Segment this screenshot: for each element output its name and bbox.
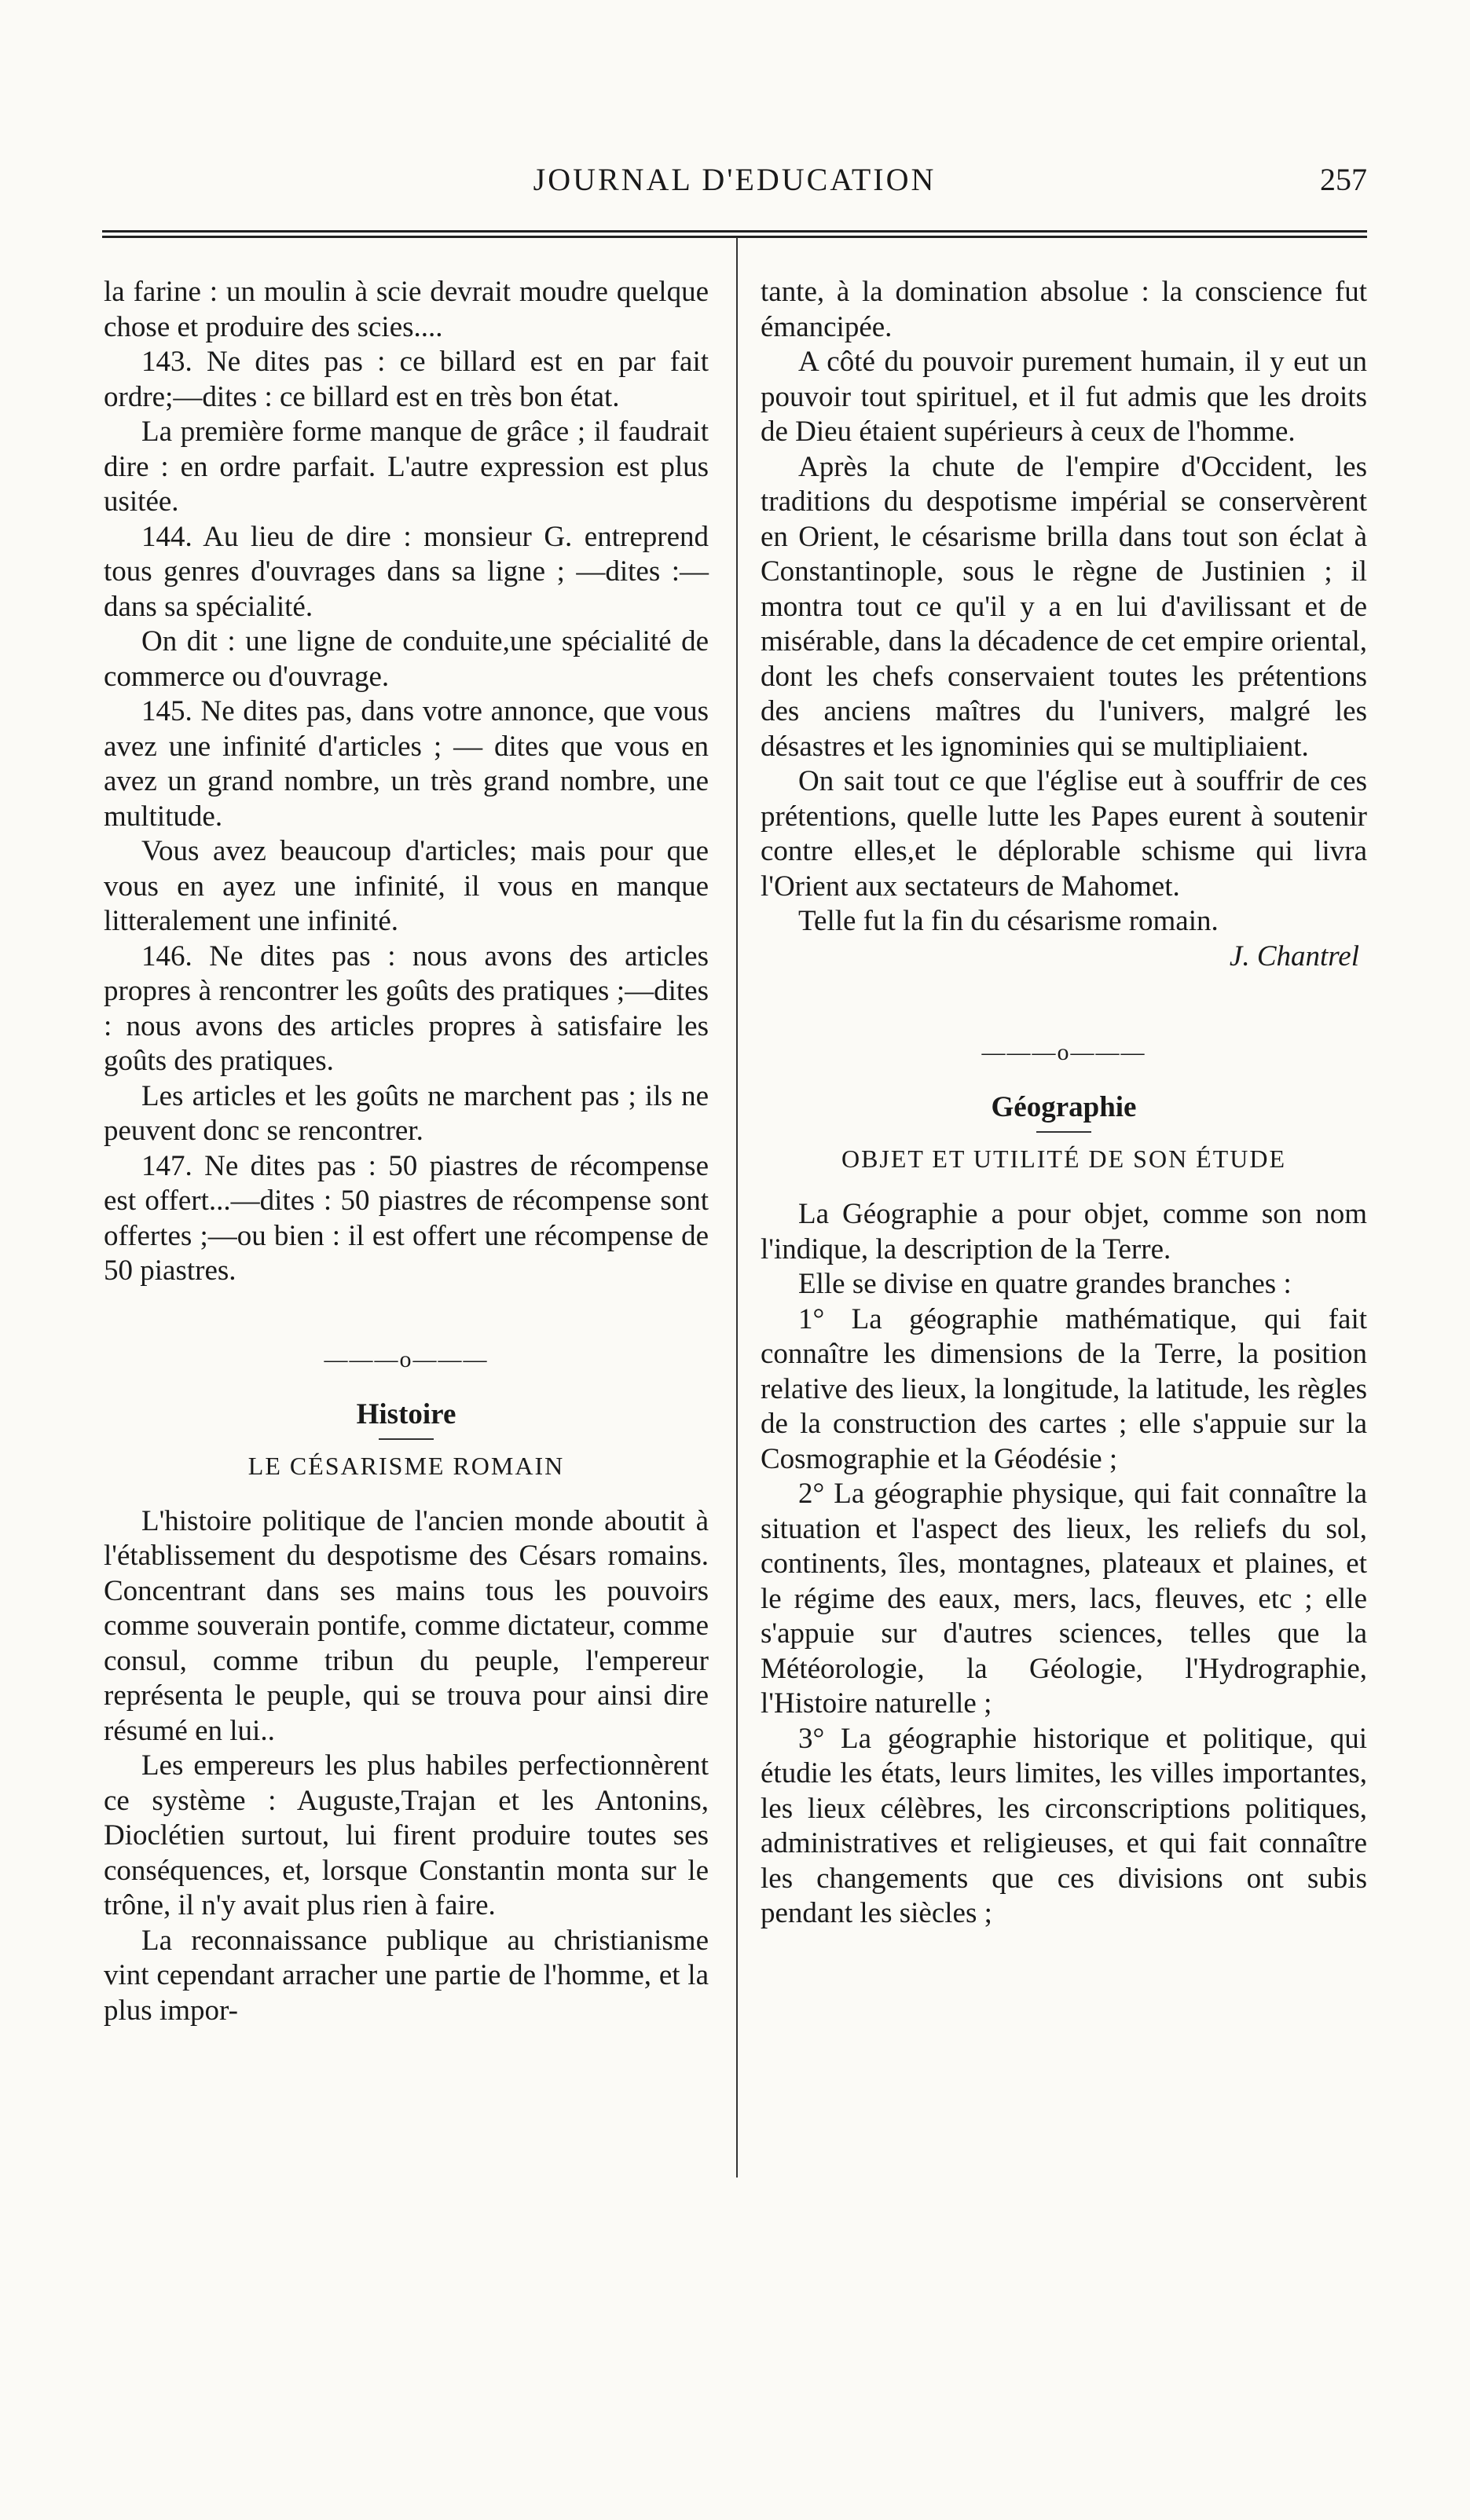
paragraph: 147. Ne dites pas : 50 piastres de récompense est offert...—dites : 50 piastres de récompense sont offertes ;—ou bien : il est offert une récompense de 50 piastres. [104, 1149, 709, 1287]
paragraph: 146. Ne dites pas : nous avons des articles propres à rencontrer les goûts des pratiques ;—dites : nous avons des articles propres à satisfaire les goûts des pratiques. [104, 940, 709, 1077]
paragraph: Après la chute de l'empire d'Occident, les traditions du despotisme impérial se conservèrent en Orient, le césarisme brilla dans tout son éclat à Constantinople, sous le règne de Justinien ; il montra tout ce qu'il y a en lui d'avilissant et de misérable, dans la décadence de cet empire oriental, dont les chefs conservaient toutes les prétentions des anciens maîtres du l'univers, malgré les désastres et les ignominies qui se multipliaient. [761, 450, 1367, 763]
paragraph: Les empereurs les plus habiles perfectionnèrent ce système : Auguste,Trajan et les Antonins, Dioclétien surtout, lui firent produire toutes ses conséquences, et, lorsque Constantin monta sur le trône, il n'y avait plus rien à faire. [104, 1749, 709, 1921]
paragraph: On dit : une ligne de conduite,une spécialité de commerce ou d'ouvrage. [104, 625, 709, 693]
paragraph: 2° La géographie physique, qui fait connaître la situation et l'aspect des lieux, les reliefs du sol, continents, îles, montagnes, plateaux et plaines, et le régime des eaux, mers, lacs, fleuves, etc ; elle s'appuie sur d'autres sciences, telles que la Météorologie, la Géologie, l'Hydrographie, l'Histoire naturelle ; [761, 1478, 1367, 1720]
paragraph: la farine : un moulin à scie devrait moudre quelque chose et produire des scies.... [104, 276, 709, 343]
header-rule-top [102, 230, 1367, 233]
paragraph: 3° La géographie historique et politique, qui étudie les états, leurs limites, les villes importantes, les lieux célèbres, les circonscriptions politiques, administratives et religieuses, et qui fait connaître les changements que ces divisions ont subis pendant les siècles ; [761, 1722, 1367, 1929]
right-column [761, 275, 1367, 1932]
paragraph: La Géographie a pour objet, comme son nom l'indique, la description de la Terre. [761, 1198, 1367, 1265]
paragraph: L'histoire politique de l'ancien monde aboutit à l'établissement du despotisme des Césars romains. Concentrant dans ses mains tous les pouvoirs comme souverain pontife, comme dictateur, comme consul, comme tribun du peuple, l'empereur représenta le peuple, qui se trouva pour ainsi dire résumé en lui.. [104, 1504, 709, 1747]
paragraph: Elle se divise en quatre grandes branches : [798, 1268, 1292, 1300]
paragraph: La reconnaissance publique au christianisme vint cependant arracher une partie de l'homme, et la plus impor- [104, 1924, 709, 2027]
paragraph: tante, à la domination absolue : la conscience fut émancipée. [761, 276, 1367, 343]
column-divider [736, 237, 738, 2178]
paragraph: Vous avez beaucoup d'articles; mais pour que vous en ayez une infinité, il vous en manque litteralement une infinité. [104, 835, 709, 937]
paragraph: 144. Au lieu de dire : monsieur G. entreprend tous genres d'ouvrages dans sa ligne ; —dites :—dans sa spécialité. [104, 520, 709, 623]
paragraph: 145. Ne dites pas, dans votre annonce, que vous avez une infinité d'articles ; — dites que vous en avez un grand nombre, un très grand nombre, une multitude. [104, 695, 709, 833]
section-subtitle: LE CÉSARISME ROMAIN [247, 1451, 565, 1480]
section-title-geographie: Géographie [991, 1091, 1137, 1123]
paragraph: On sait tout ce que l'église eut à souffrir de ces prétentions, quelle lutte les Papes eurent à soutenir contre elles,et le déplorable schisme qui livra l'Orient aux sectateurs de Mahomet. [761, 765, 1367, 903]
section-subtitle: OBJET ET UTILITÉ DE SON ÉTUDE [841, 1145, 1287, 1173]
title-dash [1036, 1131, 1091, 1133]
section-separator: ———o——— [324, 1346, 489, 1372]
paragraph: Telle fut la fin du césarisme romain. [798, 905, 1219, 937]
paragraph: A côté du pouvoir purement humain, il y eut un pouvoir tout spirituel, et il fut admis que les droits de Dieu étaient supérieurs à ceux de l'homme. [761, 346, 1367, 448]
section-title-histoire: Histoire [356, 1397, 456, 1430]
journal-title: JOURNAL D'EDUCATION [533, 162, 937, 197]
paragraph: 1° La géographie mathématique, qui fait connaître les dimensions de la Terre, la position relative des lieux, la longitude, la latitude, les règles de la construction des cartes ; elle s'appuie sur la Cosmographie et la Géodésie ; [761, 1302, 1367, 1475]
header-rule-bottom [102, 236, 1367, 238]
title-dash [379, 1438, 434, 1440]
paragraph: La première forme manque de grâce ; il faudrait dire : en ordre parfait. L'autre expression est plus usitée. [104, 416, 709, 518]
paragraph: Les articles et les goûts ne marchent pas ; ils ne peuvent donc se rencontrer. [104, 1079, 709, 1147]
section-separator: ———o——— [981, 1039, 1146, 1065]
left-column [104, 275, 709, 2028]
page-header [102, 161, 1367, 208]
paragraph: 143. Ne dites pas : ce billard est en par fait ordre;—dites : ce billard est en très bon état. [104, 346, 709, 413]
page-number: 257 [1320, 162, 1367, 197]
author-signature: J. Chantrel [1229, 940, 1359, 972]
